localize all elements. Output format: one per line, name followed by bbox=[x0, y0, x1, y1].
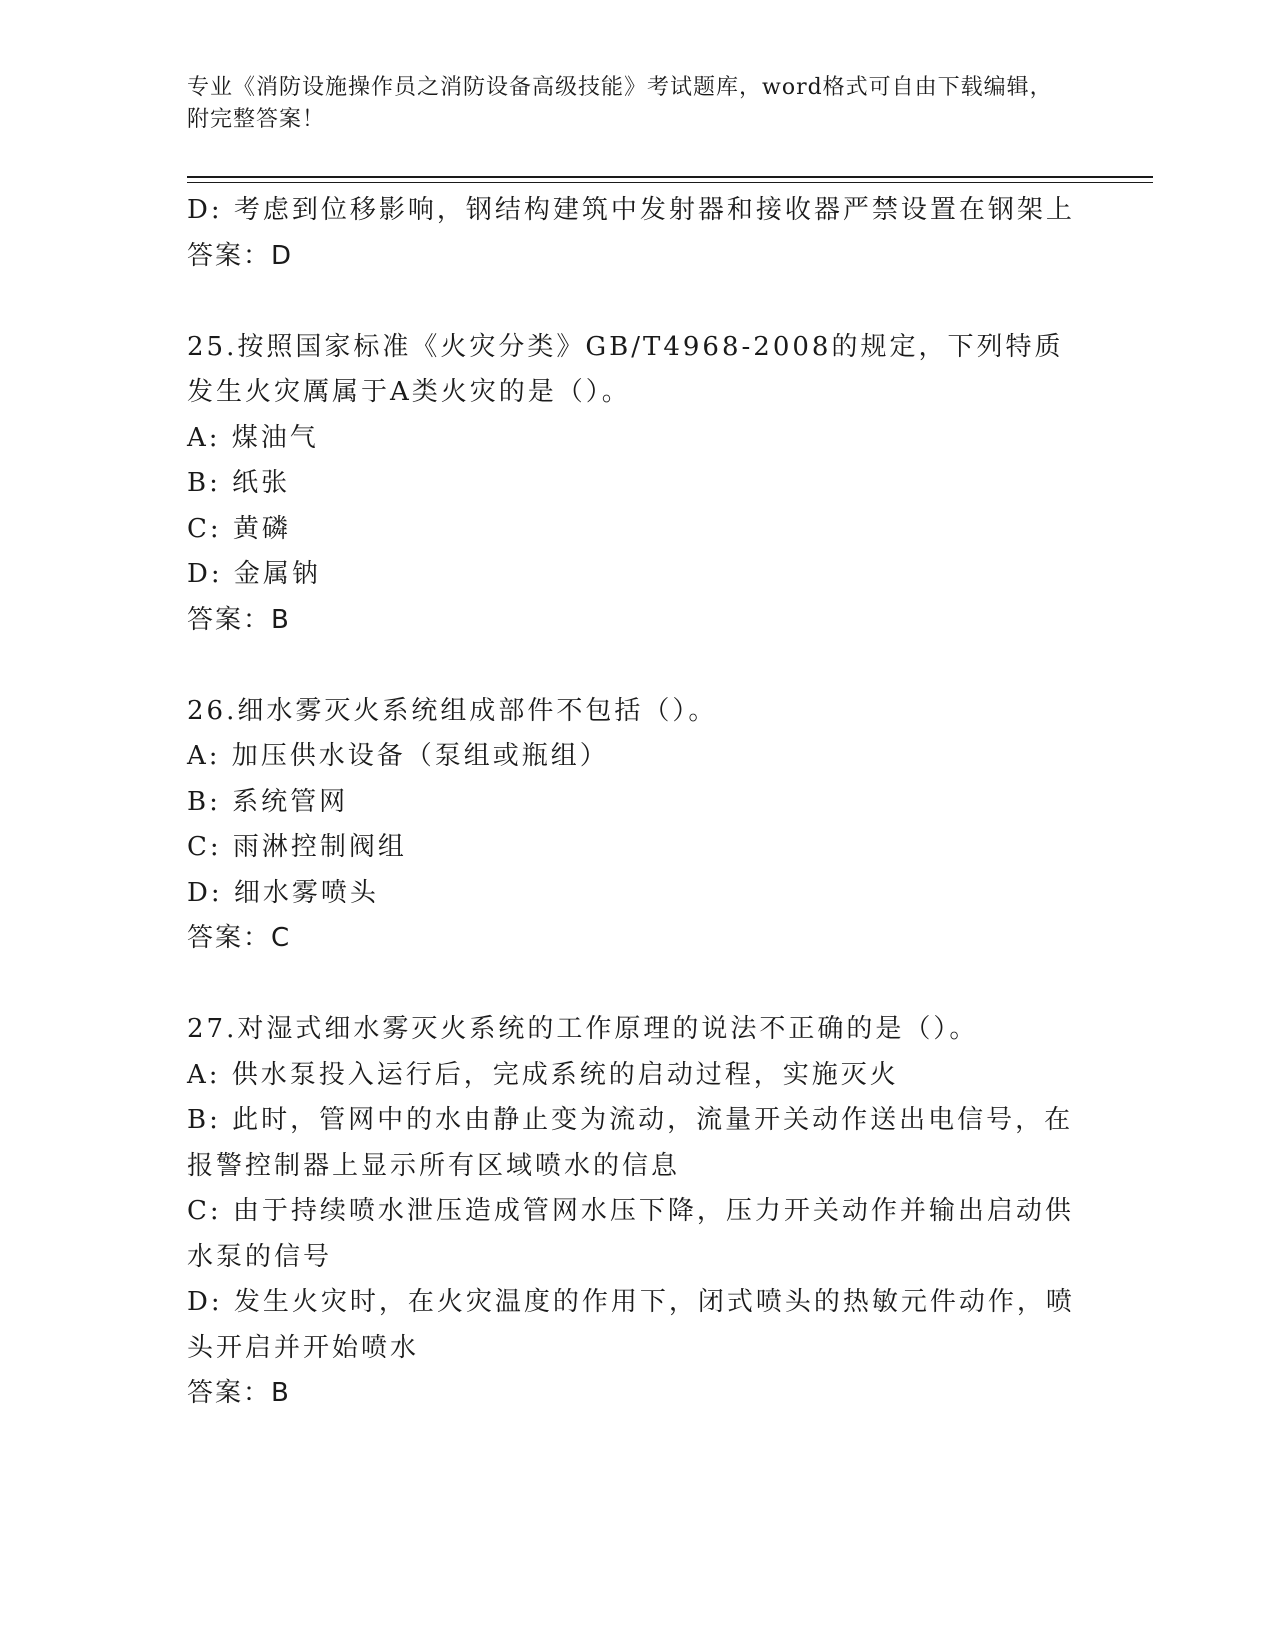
option-a: A: 煤油气 bbox=[187, 422, 319, 453]
spacer bbox=[187, 643, 1077, 689]
answer-line: 答案：D bbox=[187, 240, 294, 271]
option-a: A: 供水泵投入运行后，完成系统的启动过程，实施灭火 bbox=[187, 1059, 899, 1090]
spacer bbox=[187, 279, 1077, 325]
option-d: D: 金属钠 bbox=[187, 559, 321, 589]
question-26 bbox=[187, 689, 1077, 962]
option-b: B: 纸张 bbox=[187, 468, 291, 498]
page-header: 专业《消防设施操作员之消防设备高级技能》考试题库，word格式可自由下载编辑，附完整答案！ bbox=[187, 75, 1053, 132]
option-d: D: 细水雾喷头 bbox=[187, 877, 379, 908]
answer-line: 答案：B bbox=[187, 604, 291, 635]
question-25 bbox=[187, 325, 1077, 644]
answer-line: 答案：C bbox=[187, 923, 292, 953]
header-divider-thin bbox=[187, 182, 1153, 183]
option-c: C: 雨淋控制阀组 bbox=[187, 832, 407, 862]
option-d: D: 考虑到位移影响，钢结构建筑中发射器和接收器严禁设置在钢架上 bbox=[187, 195, 1075, 225]
option-c: C: 由于持续喷水泄压造成管网水压下降，压力开关动作并输出启动供水泵的信号 bbox=[187, 1196, 1074, 1272]
question-27 bbox=[187, 1007, 1077, 1417]
previous-question-tail bbox=[187, 188, 1077, 279]
option-c: C: 黄磷 bbox=[187, 513, 291, 544]
option-a: A: 加压供水设备（泵组或瓶组） bbox=[187, 741, 609, 771]
option-b: B: 此时，管网中的水由静止变为流动，流量开关动作送出电信号，在报警控制器上显示所有区域喷水的信息 bbox=[187, 1105, 1074, 1181]
question-content bbox=[187, 188, 1077, 1417]
answer-line: 答案：B bbox=[187, 1378, 291, 1408]
option-d: D: 发生火灾时，在火灾温度的作用下，闭式喷头的热敏元件动作，喷头开启并开始喷水 bbox=[187, 1287, 1075, 1363]
option-b: B: 系统管网 bbox=[187, 786, 349, 817]
question-stem: 27.对湿式细水雾灭火系统的工作原理的说法不正确的是（）。 bbox=[187, 1014, 979, 1044]
header-divider-thick bbox=[187, 176, 1153, 178]
question-stem: 26.细水雾灭火系统组成部件不包括（）。 bbox=[187, 695, 718, 726]
spacer bbox=[187, 962, 1077, 1008]
question-stem: 25.按照国家标准《火灾分类》GB/T4968-2008的规定，下列特质发生火灾厲属于A类火灾的是（）。 bbox=[187, 331, 1064, 407]
